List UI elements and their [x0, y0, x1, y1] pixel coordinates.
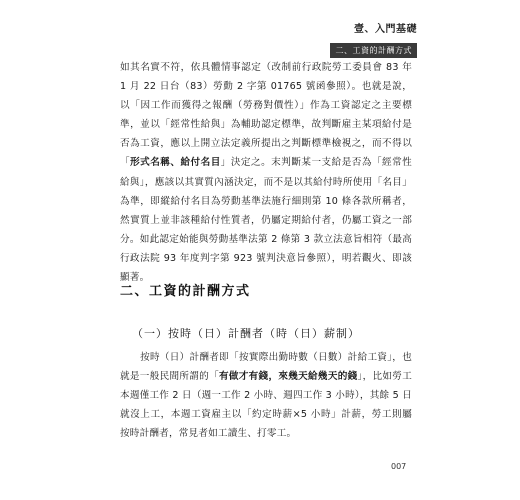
- paragraph-part-2: 」決定之。末判斷某一支給是否為「經常性給與」，應該以其實質內涵決定，而不是以其給付時所使用「名目」為準，即縱給付名目為勞動基準法施行細則第 10 條各款所稱者，然實質上並非該種給付性質者，仍屬定期給付者，仍屬工資之一部分。如此認定始能與勞動基準法第 2 條第 3 款立法意旨相符（最高行政法院 93 年度判字第 923 號判決意旨參照），明若觀火、即該顯著。: [120, 157, 412, 284]
- subsection-heading: （一）按時（日）計酬者（時（日）薪制）: [132, 327, 360, 340]
- section-tab: 二、工資的計酬方式: [330, 43, 418, 58]
- chapter-title: 壹、入門基礎: [354, 24, 417, 35]
- paragraph2-part-2: 」，比如勞工本週僅工作 2 日（週一工作 2 小時、週四工作 3 小時），其餘 5 日就沒上工，本週工資雇主以「約定時薪×5 小時」計薪，勞工則屬按時計酬者，常見者如工讀生、打零工。: [120, 371, 412, 440]
- body-paragraph: [120, 58, 412, 287]
- page-number: 007: [391, 462, 407, 471]
- emphasis-text: 形式名稱、給付名目: [130, 157, 221, 169]
- section-heading: 二、工資的計酬方式: [120, 284, 251, 299]
- page-header: [330, 20, 418, 58]
- body-paragraph-2: [120, 348, 412, 443]
- paragraph-part-1: 如其名實不符，依具體情事認定（改制前行政院勞工委員會 83 年 1 月 22 日台（83）勞動 2 字第 01765 號函參照）。也就是說，以「因工作而獲得之報酬（勞務對價性）」作為工資認定之主要標準，並以「經常性給與」為輔助認定標準，故判斷雇主某項給付是否為工資，應以上開立法定義所提出之判斷標準檢視之，而不得以「: [120, 62, 412, 169]
- emphasis-text-2: 有做才有錢，來幾天給幾天的錢: [218, 371, 358, 383]
- paragraph-text: [120, 58, 412, 287]
- paragraph2-part-1: 按時（日）計酬者即「按實際出勤時數（日數）計給工資」，也就是一般民間所謂的「: [120, 352, 412, 383]
